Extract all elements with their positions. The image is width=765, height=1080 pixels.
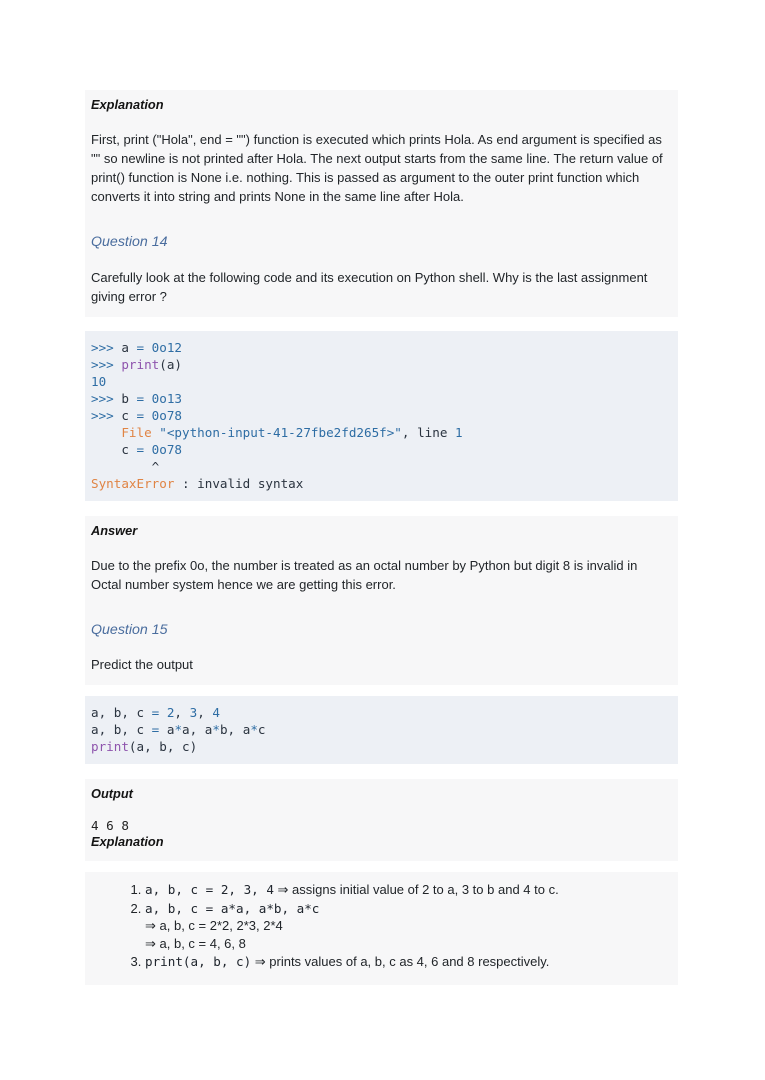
question-15-heading: Question 15 — [91, 622, 168, 638]
question-14-text: Carefully look at the following code and its execution on Python shell. Why is the last assignment giving error ? — [91, 270, 648, 304]
page — [0, 90, 765, 1080]
spacer — [85, 685, 678, 696]
spacer — [85, 764, 678, 779]
explanation-15-heading: Explanation — [91, 834, 164, 849]
code-line: >>> print(a) — [91, 357, 183, 372]
list-item: 1. a, b, c = 2, 3, 4 ⇒ assigns initial value of 2 to a, 3 to b and 4 to c. — [145, 881, 666, 899]
list-item: 2. a, b, c = a*a, a*b, a*c ⇒ a, b, c = 2*2, 2*3, 2*4 ⇒ a, b, c = 4, 6, 8 — [145, 900, 666, 953]
code-line: >>> b = 0o13 — [91, 391, 183, 406]
code-line: >>> c = 0o78 — [91, 408, 183, 423]
code-line: c = 0o78 — [91, 442, 182, 457]
spacer — [85, 501, 678, 516]
code-line: File "<python-input-41-27fbe2fd265f>", line 1 — [121, 425, 463, 440]
spacer — [85, 317, 678, 331]
code-line: ^ — [91, 459, 160, 474]
code-block-question-14 — [85, 331, 678, 501]
section-explanation-15 — [85, 872, 678, 985]
list-item: 3. print(a, b, c) ⇒ prints values of a, b, c as 4, 6 and 8 respectively. — [145, 953, 666, 971]
output-value: 4 6 8 — [91, 818, 129, 833]
content-column — [85, 90, 678, 985]
explanation-heading: Explanation — [91, 97, 164, 112]
question-14-heading: Question 14 — [91, 234, 168, 250]
answer-heading: Answer — [91, 523, 138, 538]
question-15-text: Predict the output — [91, 657, 193, 672]
code-line: SyntaxError : invalid syntax — [91, 476, 304, 491]
spacer — [85, 861, 678, 872]
code-block-question-15 — [85, 696, 678, 764]
answer-text: Due to the prefix 0o, the number is treated as an octal number by Python but digit 8 is invalid in Octal number system hence we are getting this error. — [91, 558, 638, 592]
code-line: a, b, c = 2, 3, 4 — [91, 705, 220, 720]
code-line: a, b, c = a*a, a*b, a*c — [91, 722, 266, 737]
output-heading: Output — [91, 786, 133, 801]
explanation-list — [91, 879, 666, 974]
code-line: print(a, b, c) — [91, 739, 198, 754]
code-line: 10 — [91, 374, 107, 389]
section-explanation-13 — [85, 90, 678, 317]
section-answer-14 — [85, 516, 678, 685]
code-line: >>> a = 0o12 — [91, 340, 183, 355]
section-output-15 — [85, 779, 678, 861]
explanation-text: First, print ("Hola", end = "") function is executed which prints Hola. As end argument is specified as "" so newline is not printed after Hola. The next output starts from the same line. The return value of print() function is None i.e. nothing. This is passed as argument to the outer print function which converts it into string and prints None in the same line after Hola. — [91, 132, 663, 204]
